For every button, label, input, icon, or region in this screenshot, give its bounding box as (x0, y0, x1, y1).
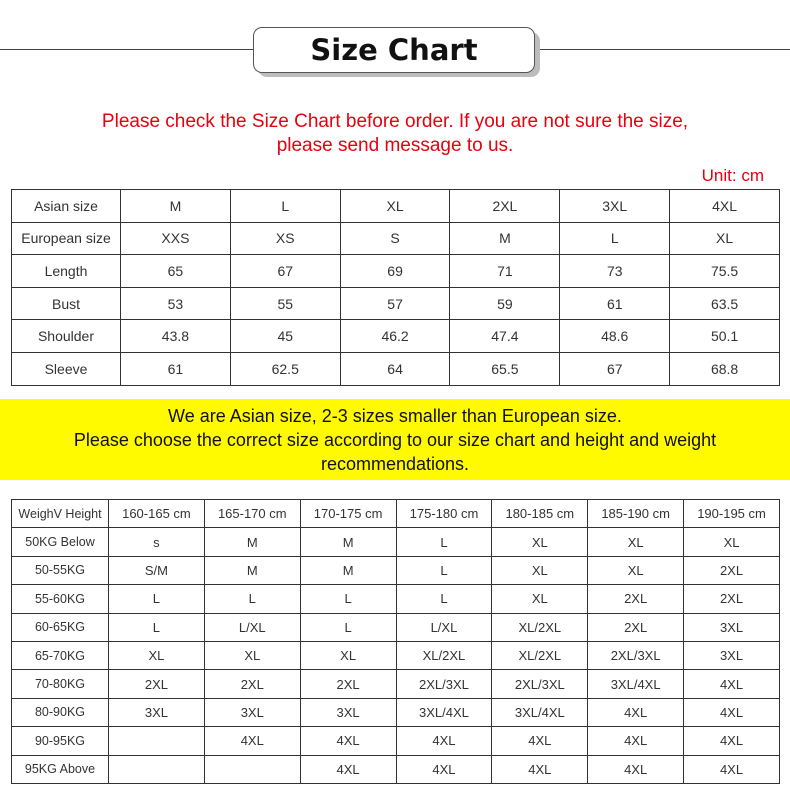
table-cell: 64 (340, 352, 450, 385)
row-label-cell: 60-65KG (12, 613, 109, 641)
table-row (12, 727, 780, 755)
table-cell: L (109, 613, 205, 641)
table-cell: 175-180 cm (396, 500, 492, 528)
notice-line-2: please send message to us. (276, 135, 514, 156)
table-cell: 67 (560, 352, 670, 385)
table-cell: 4XL (588, 698, 684, 726)
table-cell: 3XL (684, 641, 780, 669)
table-cell: M (300, 528, 396, 556)
table-cell: XL (109, 641, 205, 669)
row-label-cell: 70-80KG (12, 670, 109, 698)
table-cell: L (300, 585, 396, 613)
table-row (12, 698, 780, 726)
table-cell: XL/2XL (492, 641, 588, 669)
table-cell: 68.8 (670, 352, 780, 385)
table-cell: 73 (560, 255, 670, 288)
table-cell: L (396, 528, 492, 556)
table-cell: 65 (121, 255, 231, 288)
table-row (12, 556, 780, 584)
table-cell: XL (684, 528, 780, 556)
table-cell: 190-195 cm (684, 500, 780, 528)
table-row (12, 287, 780, 320)
table-cell (109, 727, 205, 755)
table-cell: XS (230, 222, 340, 255)
table-cell (109, 755, 205, 783)
row-label-cell: 50KG Below (12, 528, 109, 556)
table-cell: 2XL/3XL (396, 670, 492, 698)
table-cell: 180-185 cm (492, 500, 588, 528)
table-row (12, 755, 780, 783)
table-cell: L (109, 585, 205, 613)
row-label-cell: Sleeve (12, 352, 121, 385)
table-cell: XL (670, 222, 780, 255)
table-cell: M (121, 190, 231, 223)
table-cell: 2XL (109, 670, 205, 698)
table-cell: 63.5 (670, 287, 780, 320)
table-cell: 185-190 cm (588, 500, 684, 528)
table-cell: 2XL (588, 613, 684, 641)
table-cell: XL (204, 641, 300, 669)
table-cell: M (204, 556, 300, 584)
table-cell: L (300, 613, 396, 641)
table-cell: XL (588, 528, 684, 556)
table-cell: 4XL (684, 727, 780, 755)
table-cell: 3XL (204, 698, 300, 726)
table-cell: 3XL (684, 613, 780, 641)
table-cell: 4XL (588, 755, 684, 783)
row-label-cell: Shoulder (12, 320, 121, 353)
reco-table-body (12, 500, 780, 784)
table-cell: 4XL (492, 727, 588, 755)
table-cell: XL/2XL (396, 641, 492, 669)
table-cell: 61 (560, 287, 670, 320)
table-cell: 3XL/4XL (492, 698, 588, 726)
table-cell: 2XL (588, 585, 684, 613)
table-cell: 43.8 (121, 320, 231, 353)
table-cell: M (204, 528, 300, 556)
table-cell: 53 (121, 287, 231, 320)
table-cell: 2XL (450, 190, 560, 223)
row-label-cell: 65-70KG (12, 641, 109, 669)
row-label-cell: 55-60KG (12, 585, 109, 613)
table-row (12, 320, 780, 353)
table-cell: XL (300, 641, 396, 669)
table-cell: L (396, 556, 492, 584)
table-cell: 4XL (684, 670, 780, 698)
table-cell: S (340, 222, 450, 255)
table-cell: 45 (230, 320, 340, 353)
table-row (12, 585, 780, 613)
table-cell: 2XL (204, 670, 300, 698)
size-measurement-table (11, 189, 780, 386)
table-cell: 2XL (300, 670, 396, 698)
table-cell: 165-170 cm (204, 500, 300, 528)
table-row (12, 352, 780, 385)
title-rule-right (537, 49, 790, 50)
table-cell: 4XL (300, 727, 396, 755)
table-cell: XL (492, 528, 588, 556)
table-cell: 3XL (560, 190, 670, 223)
table-cell: L/XL (396, 613, 492, 641)
notice-line-1: Please check the Size Chart before order. If you are not sure the size, (101, 111, 689, 132)
table-cell: 160-165 cm (109, 500, 205, 528)
table-row (12, 641, 780, 669)
table-cell: 2XL/3XL (588, 641, 684, 669)
table-cell: s (109, 528, 205, 556)
table-cell: 3XL (300, 698, 396, 726)
table-cell: L (560, 222, 670, 255)
table-cell: L (204, 585, 300, 613)
table-cell: 2XL (684, 556, 780, 584)
table-cell: XXS (121, 222, 231, 255)
table-cell: 55 (230, 287, 340, 320)
banner-line-2: Please choose the correct size according to our size chart and height and weight (73, 430, 717, 450)
table-cell: 170-175 cm (300, 500, 396, 528)
table-cell: 4XL (300, 755, 396, 783)
table-header-row (12, 190, 780, 223)
row-label-cell: Asian size (12, 190, 121, 223)
table-cell: 50.1 (670, 320, 780, 353)
row-label-cell: 90-95KG (12, 727, 109, 755)
table-cell: 65.5 (450, 352, 560, 385)
table-cell: 47.4 (450, 320, 560, 353)
page-title: Size Chart (253, 27, 535, 73)
table-header-row (12, 500, 780, 528)
table-cell: XL (340, 190, 450, 223)
row-label-cell: Length (12, 255, 121, 288)
table-cell: 4XL (684, 755, 780, 783)
row-label-cell: WeighV Height (12, 500, 109, 528)
size-table-body (12, 190, 780, 386)
row-label-cell: Bust (12, 287, 121, 320)
table-cell: 71 (450, 255, 560, 288)
table-row (12, 222, 780, 255)
asian-size-banner (0, 399, 790, 480)
table-cell: L (230, 190, 340, 223)
table-cell: 2XL/3XL (492, 670, 588, 698)
table-cell: 75.5 (670, 255, 780, 288)
table-cell: XL/2XL (492, 613, 588, 641)
unit-label: Unit: cm (701, 166, 764, 185)
table-row (12, 528, 780, 556)
table-cell: 67 (230, 255, 340, 288)
row-label-cell: 80-90KG (12, 698, 109, 726)
table-cell: 69 (340, 255, 450, 288)
table-cell: 4XL (588, 727, 684, 755)
table-cell: 4XL (396, 727, 492, 755)
table-cell: 4XL (492, 755, 588, 783)
table-row (12, 255, 780, 288)
banner-line-1: We are Asian size, 2-3 sizes smaller than European size. (168, 406, 622, 426)
table-cell: M (450, 222, 560, 255)
table-cell (204, 755, 300, 783)
table-cell: S/M (109, 556, 205, 584)
table-cell: 4XL (684, 698, 780, 726)
table-cell: 3XL (109, 698, 205, 726)
title-rule-left (0, 49, 255, 50)
table-row (12, 613, 780, 641)
table-cell: 4XL (396, 755, 492, 783)
table-row (12, 670, 780, 698)
order-notice (0, 110, 790, 158)
banner-line-3: recommendations. (320, 454, 470, 474)
table-cell: 46.2 (340, 320, 450, 353)
table-cell: XL (492, 585, 588, 613)
table-cell: L (396, 585, 492, 613)
table-cell: 4XL (670, 190, 780, 223)
table-cell: 3XL/4XL (396, 698, 492, 726)
row-label-cell: 50-55KG (12, 556, 109, 584)
table-cell: 2XL (684, 585, 780, 613)
table-cell: 61 (121, 352, 231, 385)
table-cell: M (300, 556, 396, 584)
row-label-cell: European size (12, 222, 121, 255)
table-cell: XL (588, 556, 684, 584)
table-cell: XL (492, 556, 588, 584)
table-cell: L/XL (204, 613, 300, 641)
height-weight-recommendation-table (11, 499, 780, 784)
table-cell: 62.5 (230, 352, 340, 385)
table-cell: 3XL/4XL (588, 670, 684, 698)
table-cell: 59 (450, 287, 560, 320)
table-cell: 4XL (204, 727, 300, 755)
table-cell: 57 (340, 287, 450, 320)
table-cell: 48.6 (560, 320, 670, 353)
row-label-cell: 95KG Above (12, 755, 109, 783)
